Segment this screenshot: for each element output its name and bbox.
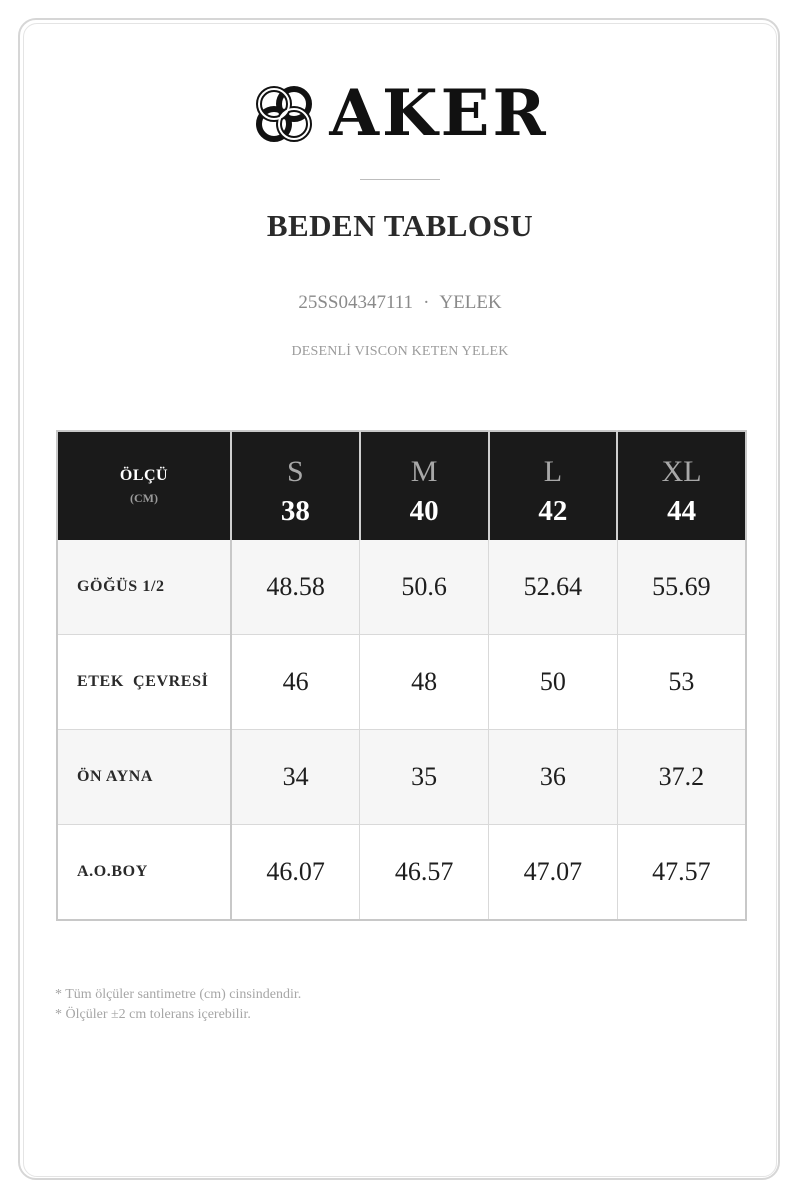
table-cell: 46.07: [231, 825, 360, 921]
product-code: 25SS04347111: [298, 292, 414, 313]
table-cell: 47.57: [617, 825, 746, 921]
table-cell: 47.07: [489, 825, 618, 921]
table-header-row: [57, 431, 746, 540]
size-number: 38: [280, 494, 310, 527]
table-cell: 34: [231, 730, 360, 825]
brand-logo: [0, 78, 800, 150]
brand-name: AKER: [329, 76, 549, 151]
table-cell: 52.64: [489, 540, 618, 635]
product-category: YELEK: [439, 292, 502, 313]
size-letter: L: [543, 454, 563, 488]
title-divider: [360, 179, 440, 180]
footnotes: [55, 985, 655, 1025]
interlaced-knot-icon: [251, 81, 317, 147]
table-cell: 48.58: [231, 540, 360, 635]
table-cell: 55.69: [617, 540, 746, 635]
size-header-xl: [617, 431, 746, 540]
size-header-l: [489, 431, 618, 540]
table-cell: 35: [360, 730, 489, 825]
row-label: ETEK ÇEVRESİ: [57, 635, 231, 730]
product-meta: [0, 292, 800, 314]
size-number: 40: [409, 494, 439, 527]
size-number: 42: [538, 494, 568, 527]
table-cell: 36: [489, 730, 618, 825]
size-letter: XL: [661, 454, 702, 488]
table-cell: 53: [617, 635, 746, 730]
row-label: A.O.BOY: [57, 825, 231, 921]
table-cell: 37.2: [617, 730, 746, 825]
size-letter: S: [287, 454, 304, 488]
size-header-s: [231, 431, 360, 540]
footnote: * Ölçüler ±2 cm tolerans içerebilir.: [55, 1007, 251, 1022]
table-cell: 50: [489, 635, 618, 730]
table-cell: 48: [360, 635, 489, 730]
table-row: [57, 635, 746, 730]
product-description: DESENLİ VISCON KETEN YELEK: [291, 344, 509, 359]
table-cell: 46: [231, 635, 360, 730]
table-row: [57, 540, 746, 635]
row-label: GÖĞÜS 1/2: [57, 540, 231, 635]
table-row: [57, 825, 746, 921]
size-table: [56, 430, 747, 921]
meta-separator: ·: [423, 292, 430, 313]
page-title: BEDEN TABLOSU: [266, 208, 534, 243]
size-letter: M: [410, 454, 438, 488]
size-number: 44: [667, 494, 697, 527]
measurement-header-label: ÖLÇÜ: [119, 466, 169, 484]
table-cell: 50.6: [360, 540, 489, 635]
table-cell: 46.57: [360, 825, 489, 921]
measurement-header: [57, 431, 231, 540]
table-row: [57, 730, 746, 825]
measurement-header-unit: (CM): [130, 490, 158, 505]
row-label: ÖN AYNA: [57, 730, 231, 825]
footnote: * Tüm ölçüler santimetre (cm) cinsindendir.: [55, 987, 302, 1002]
size-header-m: [360, 431, 489, 540]
